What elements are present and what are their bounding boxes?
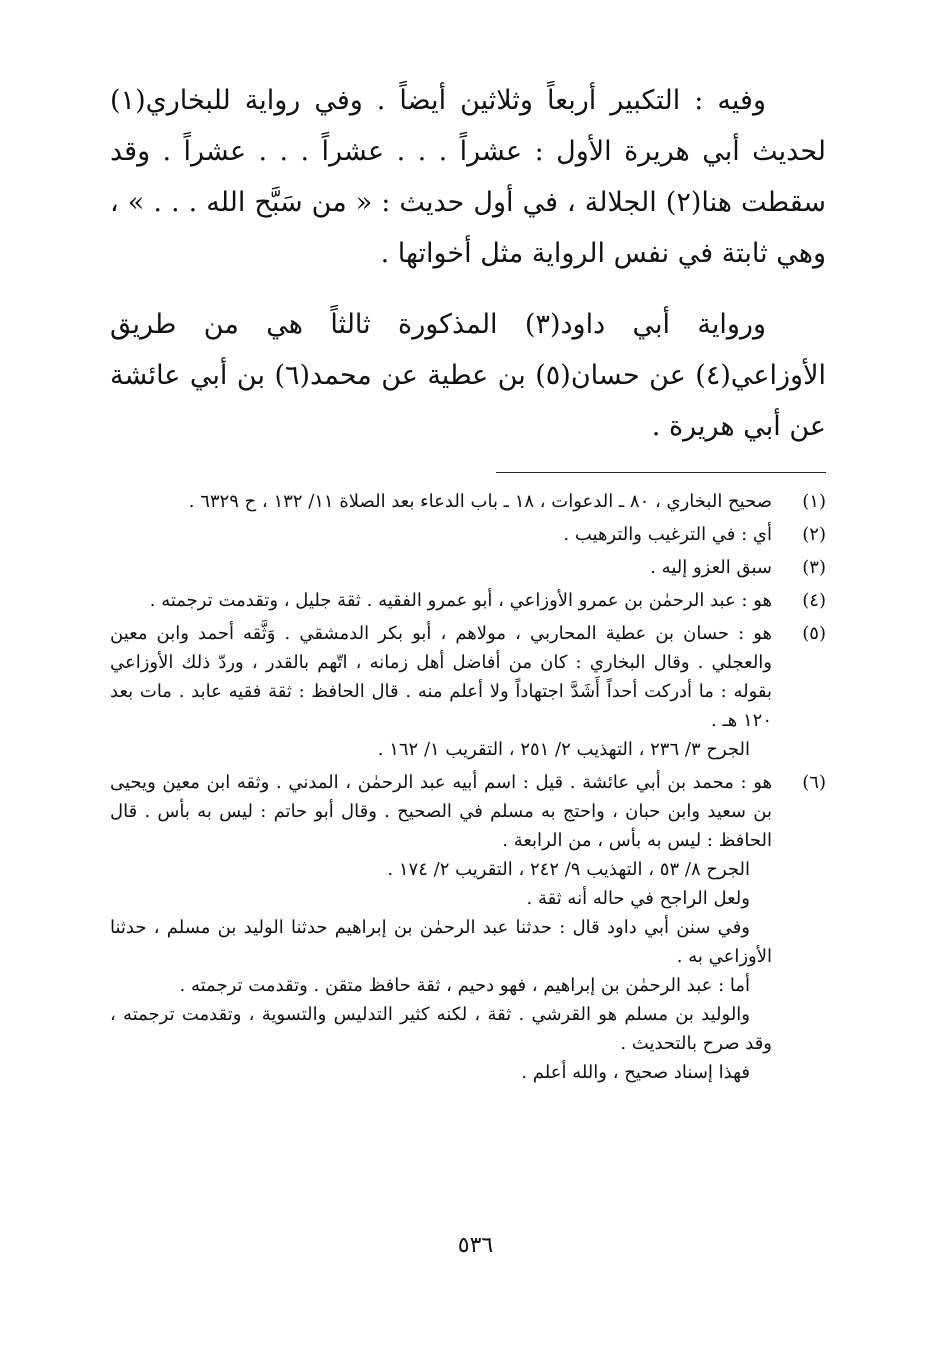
footnote-number: (٤) — [802, 590, 826, 611]
footnote-1 — [110, 487, 826, 516]
footnote-text: أي : في الترغيب والترهيب . — [563, 524, 772, 545]
footnote-note: وفي سنن أبي داود قال : حدثنا عبد الرحمٰن بن إبراهيم حدثنا الوليد بن مسلم ، حدثنا الأوزاعي به . — [110, 917, 772, 967]
footnote-number: (٥) — [802, 623, 826, 644]
paragraph-1: وفيه : التكبير أربعاً وثلاثين أيضاً . وفي رواية للبخاري(١) لحديث أبي هريرة الأول : عشراً . . . عشراً . . . عشراً . وقد سقطت هنا(٢) الجلالة ، في أول حديث : « من سَبَّح الله . . . » ، وهي ثابتة في نفس الرواية مثل أخواتها . — [110, 85, 826, 269]
footnote-text: هو : محمد بن أبي عائشة . قيل : اسم أبيه عبد الرحمٰن ، المدني . وثقه ابن معين ويحيى بن سعيد وابن حبان ، واحتج به مسلم في الصحيح . وقال أبو حاتم : ليس به بأس . قال الحافظ : ليس به بأس ، من الرابعة . — [110, 772, 772, 851]
footnote-text: هو : حسان بن عطية المحاربي ، مولاهم ، أبو بكر الدمشقي . وَثَّقه أحمد وابن معين والعجلي . وقال البخاري : كان من أفاضل أهل زمانه ، اتّهم بالقدر ، وردّ ذلك الأوزاعي بقوله : ما أدركت أحداً أَشَدَّ اجتهاداً ولا أعلم منه . قال الحافظ : ثقة فقيه عابد . مات بعد ١٢٠ هـ . — [110, 623, 772, 731]
footnote-6 — [110, 768, 826, 1087]
paragraph-2: ورواية أبي داود(٣) المذكورة ثالثاً هي من طريق الأوزاعي(٤) عن حسان(٥) بن عطية عن محمد(٦) بن أبي عائشة عن أبي هريرة . — [110, 309, 826, 442]
footnote-number: (٣) — [802, 557, 826, 578]
footnote-2 — [110, 520, 826, 549]
footnote-text: صحيح البخاري ، ٨٠ ـ الدعوات ، ١٨ ـ باب الدعاء بعد الصلاة ١١/ ١٣٢ ، ح ٦٣٢٩ . — [188, 491, 772, 512]
footnote-note: ولعل الراجح في حاله أنه ثقة . — [526, 888, 750, 909]
footnote-reference: الجرح ٣/ ٢٣٦ ، التهذيب ٢/ ٢٥١ ، التقريب ١/ ١٦٢ . — [377, 739, 750, 760]
page-content — [110, 75, 826, 1091]
main-text — [110, 75, 826, 452]
footnote-number: (٦) — [802, 772, 826, 793]
page-number: ٥٣٦ — [457, 1233, 494, 1258]
footnote-4 — [110, 586, 826, 615]
footnote-note: فهذا إسناد صحيح ، والله أعلم . — [521, 1062, 750, 1083]
footnote-text: هو : عبد الرحمٰن بن عمرو الأوزاعي ، أبو عمرو الفقيه . ثقة جليل ، وتقدمت ترجمته . — [149, 590, 772, 611]
footnote-3 — [110, 553, 826, 582]
footnote-separator — [496, 472, 826, 473]
footnote-number: (١) — [802, 491, 826, 512]
footnote-number: (٢) — [802, 524, 826, 545]
footnote-text: سبق العزو إليه . — [650, 557, 772, 578]
footnote-5 — [110, 619, 826, 764]
footnotes — [110, 487, 826, 1087]
footnote-note: والوليد بن مسلم هو القرشي . ثقة ، لكنه كثير التدليس والتسوية ، وتقدمت ترجمته ، وقد صرح بالتحديث . — [110, 1004, 772, 1054]
footnote-note: أما : عبد الرحمٰن بن إبراهيم ، فهو دحيم ، ثقة حافظ متقن . وتقدمت ترجمته . — [179, 975, 750, 996]
footnote-reference: الجرح ٨/ ٥٣ ، التهذيب ٩/ ٢٤٢ ، التقريب ٢/ ١٧٤ . — [387, 859, 750, 880]
